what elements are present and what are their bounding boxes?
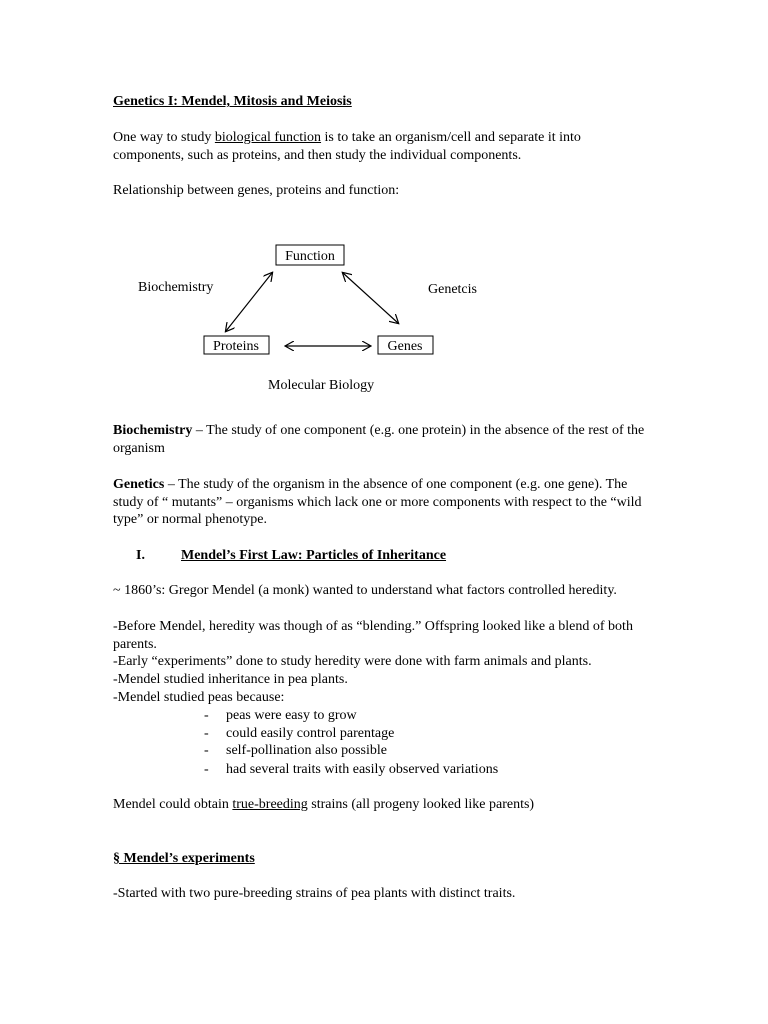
experiments-paragraph: -Started with two pure-breeding strains of pea plants with distinct traits.: [113, 886, 516, 901]
genetics-label: Genetcis: [428, 282, 477, 297]
section-heading: Mendel’s First Law: Particles of Inheritance: [181, 548, 447, 563]
biochemistry-definition: [113, 422, 653, 457]
true-breeding-term: true-breeding: [232, 797, 308, 812]
proteins-label: Proteins: [213, 339, 259, 354]
true-breeding-after: strains (all progeny looked like parents): [307, 797, 535, 812]
function-label: Function: [285, 249, 335, 264]
genetics-term: Genetics: [113, 477, 165, 492]
genes-proteins-function-diagram: [0, 0, 768, 420]
list-dash: -: [204, 726, 209, 741]
list-item-text: peas were easy to grow: [226, 708, 357, 723]
intro-text-before: One way to study: [113, 130, 215, 145]
true-breeding-paragraph: [113, 796, 653, 814]
genetics-text: – The study of the organism in the absence of one component (e.g. one gene). The study of “ mutants” – organisms which lack one or more components with respect to the “wild type” or normal phenotype.: [113, 477, 642, 527]
list-item: [204, 725, 394, 743]
list-item-text: had several traits with easily observed variations: [226, 762, 499, 777]
biological-function-term: biological function: [214, 130, 322, 145]
biochemistry-text: – The study of one component (e.g. one protein) in the absence of the rest of the organism: [113, 423, 645, 456]
blending-paragraph: -Before Mendel, heredity was though of as “blending.” Offspring looked like a blend of both parents.: [113, 619, 633, 652]
section-number: I.: [136, 548, 145, 563]
list-item: [204, 707, 357, 725]
peas-because-paragraph: -Mendel studied peas because:: [113, 690, 285, 705]
list-item: [204, 742, 387, 760]
relationship-heading: Relationship between genes, proteins and function:: [113, 183, 400, 198]
genetics-definition: [113, 476, 653, 529]
biochemistry-label: Biochemistry: [138, 280, 214, 295]
list-item: [204, 761, 498, 779]
early-experiments-paragraph: -Early “experiments” done to study heredity were done with farm animals and plants.: [113, 654, 592, 669]
list-dash: -: [204, 762, 209, 777]
list-dash: -: [204, 708, 209, 723]
true-breeding-before: Mendel could obtain: [113, 797, 233, 812]
page-title: Genetics I: Mendel, Mitosis and Meiosis: [113, 94, 352, 109]
list-item-text: self-pollination also possible: [226, 743, 387, 758]
pea-plants-paragraph: -Mendel studied inheritance in pea plants.: [113, 672, 348, 687]
biochemistry-term: Biochemistry: [113, 423, 193, 438]
molecular-biology-label: Molecular Biology: [268, 378, 375, 393]
genes-label: Genes: [387, 339, 423, 354]
list-dash: -: [204, 743, 209, 758]
list-item-text: could easily control parentage: [226, 726, 395, 741]
biochemistry-arrow: [226, 273, 272, 331]
mendel-paragraph: ~ 1860’s: Gregor Mendel (a monk) wanted to understand what factors controlled heredity.: [113, 583, 617, 598]
genetics-arrow: [343, 273, 398, 323]
experiments-heading: § Mendel’s experiments: [113, 851, 255, 866]
intro-text-after: is to take an organism/cell and separate it into components, such as proteins, and then study the individual components.: [113, 130, 581, 163]
